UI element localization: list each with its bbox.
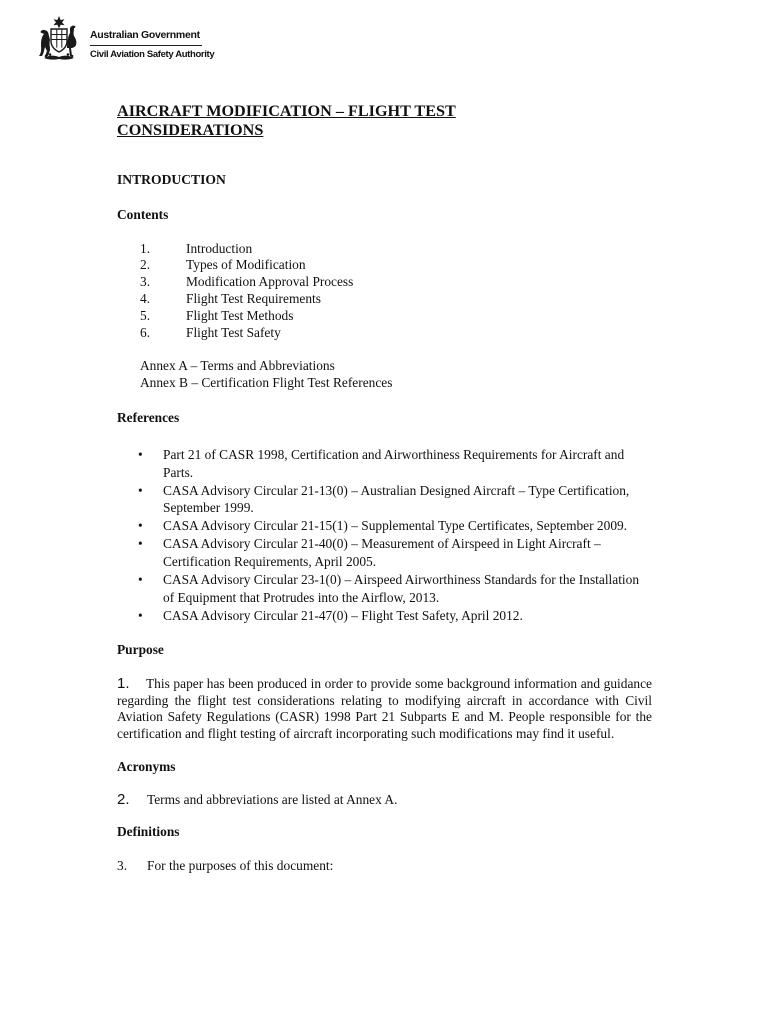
contents-heading: Contents: [117, 206, 169, 222]
reference-text: CASA Advisory Circular 21-40(0) – Measurement of Airspeed in Light Aircraft – Certification Requirements, April 2005.: [163, 536, 601, 570]
bullet-icon: •: [138, 482, 143, 498]
reference-text: CASA Advisory Circular 21-13(0) – Australian Designed Aircraft – Type Certification, September 1999.: [163, 482, 630, 516]
paragraph-text: This paper has been produced in order to provide some background information and guidance regarding the flight test considerations relating to modifying aircraft in accordance with Civil Aviation Safety Regulations (CASR) 1998 Part 21 Subparts E and M. People responsible for the certification and flight testing of aircraft incorporating such modifications may find it useful.: [117, 675, 652, 742]
list-item-label: Introduction: [186, 240, 253, 256]
paragraph-number: 1.: [117, 674, 130, 692]
letterhead-divider: [90, 45, 202, 46]
paragraph-text: For the purposes of this document:: [147, 857, 334, 873]
bullet-icon: •: [138, 607, 143, 623]
list-item: [117, 607, 652, 625]
document-title: [117, 102, 652, 139]
list-item-number: 3.: [140, 274, 151, 290]
paragraph-text: Terms and abbreviations are listed at Annex A.: [147, 792, 398, 808]
list-item: [117, 535, 652, 571]
list-item-label: Flight Test Requirements: [186, 290, 321, 306]
list-item-label: Flight Test Safety: [186, 324, 281, 340]
annex-b-item: Annex B – Certification Flight Test References: [140, 375, 393, 391]
list-item-number: 1.: [140, 240, 151, 256]
annex-list: [140, 358, 652, 392]
list-item: [117, 571, 652, 607]
bullet-icon: •: [138, 446, 143, 462]
list-item: [117, 482, 652, 518]
references-list: [117, 446, 652, 625]
government-name: Australian Government: [90, 29, 200, 41]
bullet-icon: •: [138, 518, 143, 534]
document-body: [117, 102, 652, 874]
bullet-icon: •: [138, 572, 143, 588]
list-item: [140, 257, 652, 274]
list-item: [117, 446, 652, 482]
reference-text: CASA Advisory Circular 23-1(0) – Airspeed Airworthiness Standards for the Installation of Equipment that Protrudes into the Airflow, 2013.: [163, 572, 640, 606]
list-item: [140, 325, 652, 342]
agency-name: Civil Aviation Safety Authority: [90, 49, 215, 60]
reference-text: Part 21 of CASR 1998, Certification and Airworthiness Requirements for Aircraft and Parts.: [163, 446, 625, 480]
definitions-paragraph: [117, 858, 652, 875]
list-item-label: Modification Approval Process: [186, 274, 354, 290]
coat-of-arms-icon: [34, 14, 84, 64]
annex-a-item: Annex A – Terms and Abbreviations: [140, 358, 335, 374]
references-heading: References: [117, 409, 180, 425]
list-item: [140, 308, 652, 325]
list-item: [140, 274, 652, 291]
document-title-line-1: AIRCRAFT MODIFICATION – FLIGHT TEST: [117, 102, 456, 120]
reference-text: CASA Advisory Circular 21-47(0) – Flight Test Safety, April 2012.: [163, 607, 523, 623]
list-item-label: Flight Test Methods: [186, 307, 294, 323]
bullet-icon: •: [138, 536, 143, 552]
list-item: [140, 241, 652, 258]
introduction-heading: INTRODUCTION: [117, 172, 226, 187]
list-item: [140, 291, 652, 308]
document-title-line-2: CONSIDERATIONS: [117, 120, 264, 139]
list-item-number: 5.: [140, 307, 151, 323]
definitions-heading: Definitions: [117, 823, 180, 839]
paragraph-number: 2.: [117, 791, 130, 809]
letterhead-text: [90, 29, 214, 61]
list-item-number: 6.: [140, 324, 151, 340]
contents-list: [117, 241, 652, 342]
acronyms-heading: Acronyms: [117, 759, 176, 775]
list-item: [117, 517, 652, 535]
purpose-paragraph: [117, 676, 652, 744]
list-item-number: 4.: [140, 290, 151, 306]
list-item-number: 2.: [140, 257, 151, 273]
paragraph-number: 3.: [117, 857, 128, 873]
letterhead: [34, 14, 214, 66]
list-item-label: Types of Modification: [186, 257, 306, 273]
acronyms-paragraph: [117, 792, 652, 809]
purpose-heading: Purpose: [117, 641, 164, 657]
reference-text: CASA Advisory Circular 21-15(1) – Supplemental Type Certificates, September 2009.: [163, 518, 628, 534]
